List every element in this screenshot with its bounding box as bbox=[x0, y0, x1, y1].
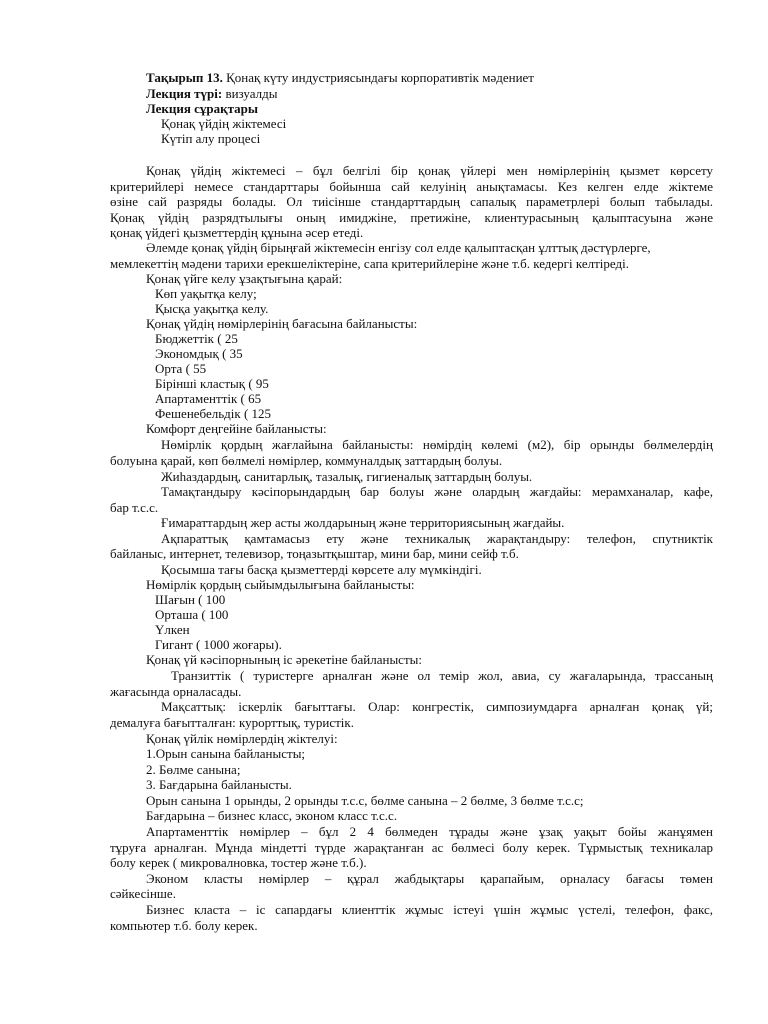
paragraph-line: сәйкесінше. bbox=[110, 886, 176, 901]
list-item: Көп уақытқа келу; bbox=[155, 286, 257, 301]
paragraph-line: байланыс, интернет, телевизор, тоңазытқыштар, мини бар, мини сейф т.б. bbox=[110, 546, 519, 561]
paragraph-line: Жиһаздардың, санитарлық, тазалық, гигиеналық заттардың болуы. bbox=[161, 469, 533, 484]
lecture-type-text: визуалды bbox=[222, 86, 278, 101]
list-item: 1.Орын санына байланысты; bbox=[146, 746, 306, 761]
paragraph-line: компьютер т.б. болу керек. bbox=[110, 918, 258, 933]
section-heading: Нөмірлік қордың сыйымдылығына байланысты: bbox=[146, 577, 415, 592]
paragraph-line: Нөмірлік қордың жағлайына байланысты: нөмірдің көлемі (м2), бір орынды бөлмелердің bbox=[161, 437, 713, 452]
list-item: Орташа ( 100 bbox=[155, 607, 229, 622]
list-item: Экономдық ( 35 bbox=[155, 346, 243, 361]
section-heading: Қонақ үйлік нөмірлердің жіктелуі: bbox=[146, 731, 338, 746]
paragraph-line: қонақ үйдегі қызметтердің құнына әсер етеді. bbox=[110, 225, 364, 240]
topic-text: Қонақ күту индустриясындағы корпоративтік мәдениет bbox=[222, 70, 534, 85]
paragraph-line: жағасында орналасады. bbox=[110, 684, 242, 699]
paragraph-line: Қонақ үйдің жіктемесі – бұл белгілі бір қонақ үйлері мен нөмірлерінің қызмет көрсету bbox=[146, 163, 713, 178]
list-item: Бюджеттік ( 25 bbox=[155, 331, 238, 346]
list-item: Фешенебельдік ( 125 bbox=[155, 406, 272, 421]
list-item: Қысқа уақытқа келу. bbox=[155, 301, 269, 316]
paragraph-line: Бизнес класта – іс сапардағы клиенттік жұмыс істеуі үшін жұмыс үстелі, телефон, факс, bbox=[146, 902, 713, 917]
paragraph-line: өзіне сай разряды болады. Ол тиісінше стандарттардың сапалық параметрлері болып табылады. bbox=[110, 194, 713, 209]
topic-line bbox=[146, 70, 534, 86]
paragraph-line: Қосымша тағы басқа қызметтерді көрсете алу мүмкіндігі. bbox=[161, 562, 482, 577]
paragraph-line: критерийлері немесе стандарттары бойынша сай келуінің анықтамасы. Кез келген елде жіктеме bbox=[110, 179, 713, 194]
list-item: Гигант ( 1000 жоғары). bbox=[155, 637, 282, 652]
lecture-question: Күтіп алу процесі bbox=[161, 131, 261, 146]
paragraph-line: Апартаменттік нөмірлер – бұл 2 4 бөлмеден тұрады және ұзақ уақыт бойы жанұямен bbox=[146, 824, 713, 839]
lecture-question: Қонақ үйдің жіктемесі bbox=[161, 116, 287, 131]
paragraph-line: Тамақтандыру кәсіпорындардың бар болуы және олардың жағдайы: мерамханалар, кафе, bbox=[161, 484, 713, 499]
paragraph-line: мемлекеттің мәдени тарихи ерекшеліктеріне, сапа критерийлеріне және т.б. кедергі келтіреді. bbox=[110, 256, 629, 271]
paragraph-line: Қонақ үйдің разрядтылығы оның имиджіне, претижіне, клиентурасының қалыптасуына және bbox=[110, 210, 713, 225]
paragraph-line: Орын санына 1 орынды, 2 орынды т.с.с, бөлме санына – 2 бөлме, 3 бөлме т.с.с; bbox=[146, 793, 584, 808]
section-heading: Қонақ үйдің нөмірлерінің бағасына байланысты: bbox=[146, 316, 418, 331]
paragraph-line: болу керек ( микровалновка, тостер және т.б.). bbox=[110, 855, 367, 870]
list-item: Орта ( 55 bbox=[155, 361, 207, 376]
topic-label: Тақырып 13. bbox=[146, 70, 223, 85]
list-item: Апартаменттік ( 65 bbox=[155, 391, 262, 406]
paragraph-line: болуына қарай, көп бөлмелі нөмірлер, коммуналдық заттардың болуы. bbox=[110, 453, 503, 468]
paragraph-line: бар т.с.с. bbox=[110, 500, 159, 515]
lecture-questions-heading: Лекция сұрақтары bbox=[146, 101, 259, 116]
list-item: Бірінші кластық ( 95 bbox=[155, 376, 269, 391]
paragraph-line: Ғимараттардың жер асты жолдарының және территориясының жағдайы. bbox=[161, 515, 565, 530]
lecture-type-label: Лекция түрі: bbox=[146, 86, 223, 101]
list-item: Үлкен bbox=[155, 622, 190, 637]
paragraph-line: Мақсаттық: іскерлік бағыттағы. Олар: конгрестік, симпозиумдарға арналған қонақ үй; bbox=[161, 699, 713, 714]
section-heading: Қонақ үй кәсіпорнының іс әрекетіне байланысты: bbox=[146, 652, 422, 667]
paragraph-line: Әлемде қонақ үйдің бірыңғай жіктемесін енгізу сол елде қалыптасқан ұлттық дәстүрлерге, bbox=[146, 240, 651, 255]
list-item: 3. Бағдарына байланысты. bbox=[146, 777, 292, 792]
paragraph-line: Эконом класты нөмірлер – құрал жабдықтары қарапайым, орналасу бағасы төмен bbox=[146, 871, 713, 886]
paragraph-line: Бағдарына – бизнес класс, эконом класс т.с.с. bbox=[146, 808, 398, 823]
section-heading: Комфорт деңгейіне байланысты: bbox=[146, 421, 327, 436]
section-heading: Қонақ үйге келу ұзақтығына қарай: bbox=[146, 271, 343, 286]
list-item: 2. Бөлме санына; bbox=[146, 762, 241, 777]
list-item: Шағын ( 100 bbox=[155, 592, 226, 607]
lecture-type-line bbox=[146, 86, 277, 102]
paragraph-line: Ақпараттық қамтамасыз ету және техникалық жарақтандыру: телефон, спутниктік bbox=[161, 531, 713, 546]
paragraph-line: Транзиттік ( туристерге арналған және ол темір жол, авиа, су жағаларында, трассаның bbox=[171, 668, 713, 683]
paragraph-line: демалуға бағытталған: курорттық, туристік. bbox=[110, 715, 354, 730]
paragraph-line: тұруға арналған. Мұнда міндетті түрде жарақтанған ас бөлмесі болу керек. Тұрмыстық техникалар bbox=[110, 840, 713, 855]
